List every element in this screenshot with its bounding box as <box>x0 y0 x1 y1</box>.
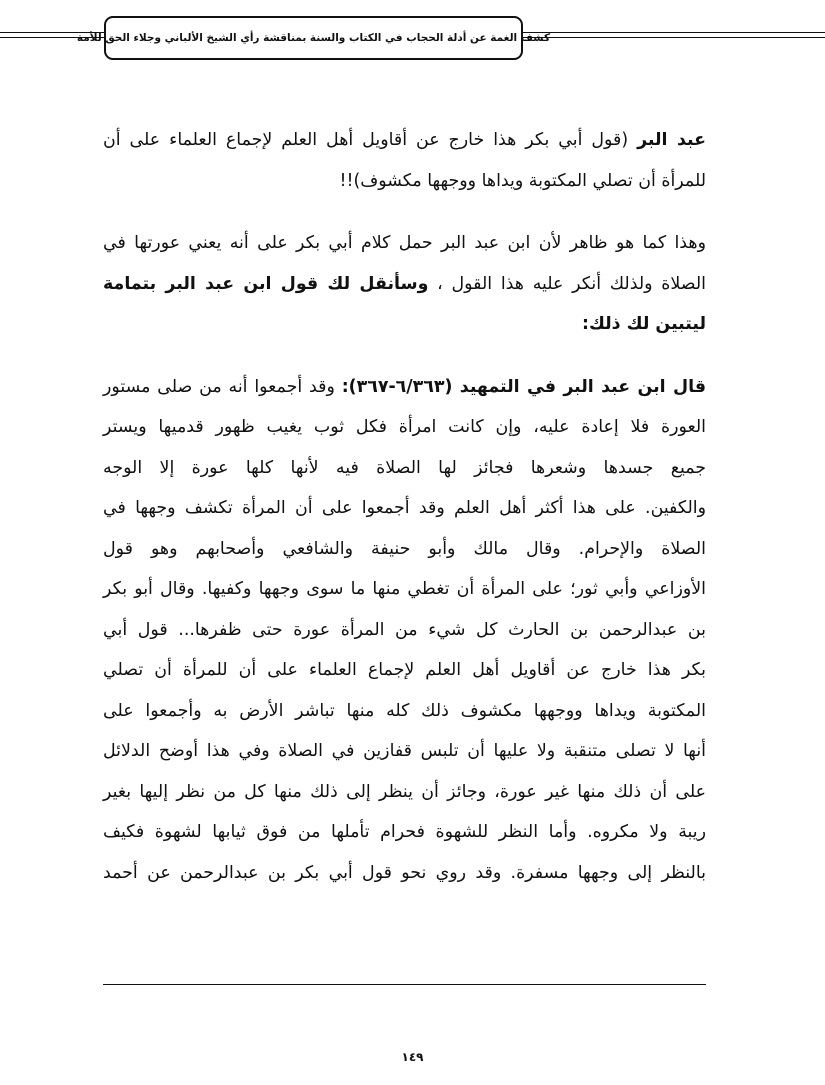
text-line: بالنظر إلى وجهها مسفرة. وقد روي نحو قول أبي بكر بن عبدالرحمن عن أحمد <box>103 862 706 883</box>
page-number: ١٤٩ <box>401 1050 424 1064</box>
citation-bold: قال ابن عبد البر في التمهيد (٦/٣٦٣-٣٦٧): <box>341 376 706 397</box>
text-line: الأوزاعي وأبي ثور؛ على المرأة أن تغطي منها ما سوى وجهها وكفيها. وقال أبو بكر <box>103 579 706 599</box>
page-body <box>103 120 706 893</box>
text-line <box>103 120 706 161</box>
text-run: وقد أجمعوا أنه من صلى مستور <box>103 376 342 397</box>
text-line: الصلاة والإحرام. وقال مالك وأبو حنيفة والشافعي وأصحابهم وهو قول <box>103 538 706 559</box>
text-line <box>103 304 706 345</box>
text-line: على أن ذلك منها غير عورة، وجائز أن ينظر إلى ذلك منها كل من نظر إليها بغير <box>103 781 706 802</box>
text-run: (قول أبي بكر هذا خارج عن أقاويل أهل العلم لإجماع العلماء على أن <box>103 130 638 150</box>
paragraph-1 <box>103 120 706 201</box>
header-title: كشف الغمة عن أدلة الحجاب في الكتاب والسنة بمناقشة رأي الشيخ الألباني وجلاء الحق للأمة <box>104 16 523 60</box>
bold-phrase: عبد البر <box>637 130 706 150</box>
text-line: أنها لا تصلى متنقبة ولا عليها أن تلبس قفازين في الصلاة وفي هذا أوضح الدلائل <box>103 741 706 761</box>
text-line <box>103 367 706 408</box>
text-line: العورة فلا إعادة عليه، وإن كانت امرأة فكل ثوب يغيب ظهور قدميها ويستر <box>103 417 706 437</box>
bold-phrase: ليتبين لك ذلك: <box>581 314 706 334</box>
text-run: الصلاة ولذلك أنكر عليه هذا القول ، <box>428 273 706 294</box>
paragraph-3-quotation <box>103 367 706 894</box>
text-line: والكفين. على هذا أكثر أهل العلم وقد أجمعوا على أن المرأة تكشف وجهها في <box>103 498 706 518</box>
paragraph-2 <box>103 223 706 345</box>
bold-phrase: وسأنقل لك قول ابن عبد البر بتمامة <box>103 273 429 294</box>
text-line <box>103 264 706 305</box>
text-line: بن عبدالرحمن بن الحارث كل شيء من المرأة عورة حتى ظفرها... قول أبي <box>103 619 706 640</box>
text-line: ريبة ولا مكروه. وأما النظر للشهوة فحرام تأملها من فوق ثيابها لشهوة فكيف <box>103 822 706 842</box>
text-line: المكتوبة ويداها ووجهها مكشوف ذلك كله منها تباشر الأرض به وأجمعوا على <box>103 700 706 721</box>
text-line: وهذا كما هو ظاهر لأن ابن عبد البر حمل كلام أبي بكر على أنه يعني عورتها في <box>103 233 706 253</box>
footnote-separator <box>103 984 706 985</box>
text-line: جميع جسدها وشعرها فجائز لها الصلاة فيه لأنها كلها عورة إلا الوجه <box>103 457 706 478</box>
running-header <box>0 14 825 64</box>
text-line: بكر هذا خارج عن أقاويل أهل العلم لإجماع العلماء على أن للمرأة أن تصلي <box>103 660 706 680</box>
text-line: للمرأة أن تصلي المكتوبة ويداها ووجهها مكشوف)!! <box>339 170 706 191</box>
